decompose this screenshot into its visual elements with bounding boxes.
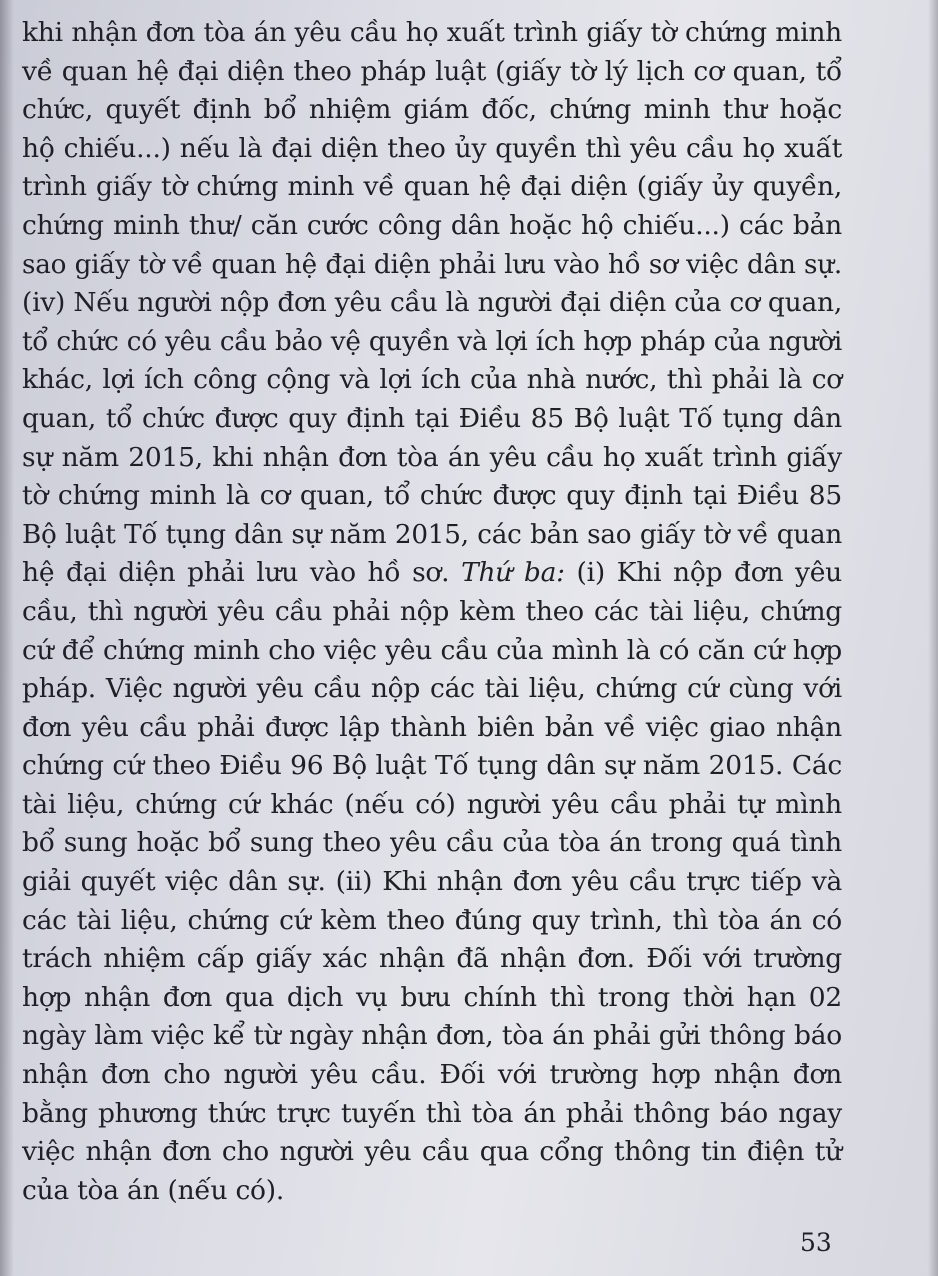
- text-line: tài liệu, chứng cứ khác (nếu có) người yêu cầu phải tự mình: [22, 788, 842, 820]
- text-line: đơn yêu cầu phải được lập thành biên bản về việc giao nhận: [22, 711, 842, 743]
- text-line: các tài liệu, chứng cứ kèm theo đúng quy trình, thì tòa án có: [22, 904, 842, 936]
- text-line: chứng cứ theo Điều 96 Bộ luật Tố tụng dân sự năm 2015. Các: [22, 750, 842, 782]
- text-line: nhận đơn cho người yêu cầu. Đối với trường hợp nhận đơn: [22, 1059, 842, 1091]
- text-line: chứng minh thư/ căn cước công dân hoặc hộ chiếu...) các bản: [22, 209, 842, 241]
- text-line-with-italic: [22, 554, 842, 593]
- page-number: 53: [800, 1228, 832, 1257]
- text-line: hợp nhận đơn qua dịch vụ bưu chính thì trong thời hạn 02: [22, 981, 842, 1013]
- text-line: cầu, thì người yêu cầu phải nộp kèm theo các tài liệu, chứng: [22, 595, 842, 627]
- text-line: ngày làm việc kể từ ngày nhận đơn, tòa án phải gửi thông báo: [22, 1020, 842, 1052]
- text-line: khi nhận đơn tòa án yêu cầu họ xuất trình giấy tờ chứng minh: [22, 17, 842, 48]
- text-line: sao giấy tờ về quan hệ đại diện phải lưu vào hồ sơ việc dân sự.: [22, 249, 842, 280]
- line-segment: (i) Khi nộp đơn yêu: [564, 557, 842, 589]
- text-line: hộ chiếu...) nếu là đại diện theo ủy quyền thì yêu cầu họ xuất: [22, 132, 842, 164]
- text-line: trách nhiệm cấp giấy xác nhận đã nhận đơn. Đối với trường: [22, 943, 842, 975]
- italic-heading-thu-ba: Thứ ba:: [461, 557, 565, 589]
- text-line: cứ để chứng minh cho việc yêu cầu của mình là có căn cứ hợp: [22, 634, 842, 666]
- page-right-edge-shadow: [928, 0, 938, 1276]
- text-line: Bộ luật Tố tụng dân sự năm 2015, các bản sao giấy tờ về quan: [22, 519, 842, 550]
- text-line: về quan hệ đại diện theo pháp luật (giấy tờ lý lịch cơ quan, tổ: [22, 55, 842, 87]
- text-line-last: của tòa án (nếu có).: [22, 1174, 285, 1206]
- text-line: khác, lợi ích công cộng và lợi ích của nhà nước, thì phải là cơ: [22, 364, 842, 396]
- text-line: quan, tổ chức được quy định tại Điều 85 Bộ luật Tố tụng dân: [22, 402, 842, 434]
- text-line: (iv) Nếu người nộp đơn yêu cầu là người đại diện của cơ quan,: [22, 287, 842, 319]
- text-line: bổ sung hoặc bổ sung theo yêu cầu của tòa án trong quá tình: [22, 827, 842, 859]
- text-line: tờ chứng minh là cơ quan, tổ chức được quy định tại Điều 85: [22, 480, 842, 512]
- text-line: giải quyết việc dân sự. (ii) Khi nhận đơn yêu cầu trực tiếp và: [22, 866, 842, 898]
- text-line: chức, quyết định bổ nhiệm giám đốc, chứng minh thư hoặc: [22, 94, 842, 126]
- text-line: việc nhận đơn cho người yêu cầu qua cổng thông tin điện tử: [22, 1136, 842, 1168]
- text-line: bằng phương thức trực tuyến thì tòa án phải thông báo ngay: [22, 1097, 842, 1129]
- body-text: [22, 14, 842, 1210]
- text-line: pháp. Việc người yêu cầu nộp các tài liệu, chứng cứ cùng với: [22, 673, 842, 705]
- text-line: trình giấy tờ chứng minh về quan hệ đại diện (giấy ủy quyền,: [22, 171, 842, 203]
- text-line: sự năm 2015, khi nhận đơn tòa án yêu cầu họ xuất trình giấy: [22, 441, 842, 473]
- page-left-edge-shadow: [0, 0, 14, 1276]
- text-line: tổ chức có yêu cầu bảo vệ quyền và lợi ích hợp pháp của người: [22, 326, 842, 357]
- line-segment: hệ đại diện phải lưu vào hồ sơ.: [22, 557, 462, 589]
